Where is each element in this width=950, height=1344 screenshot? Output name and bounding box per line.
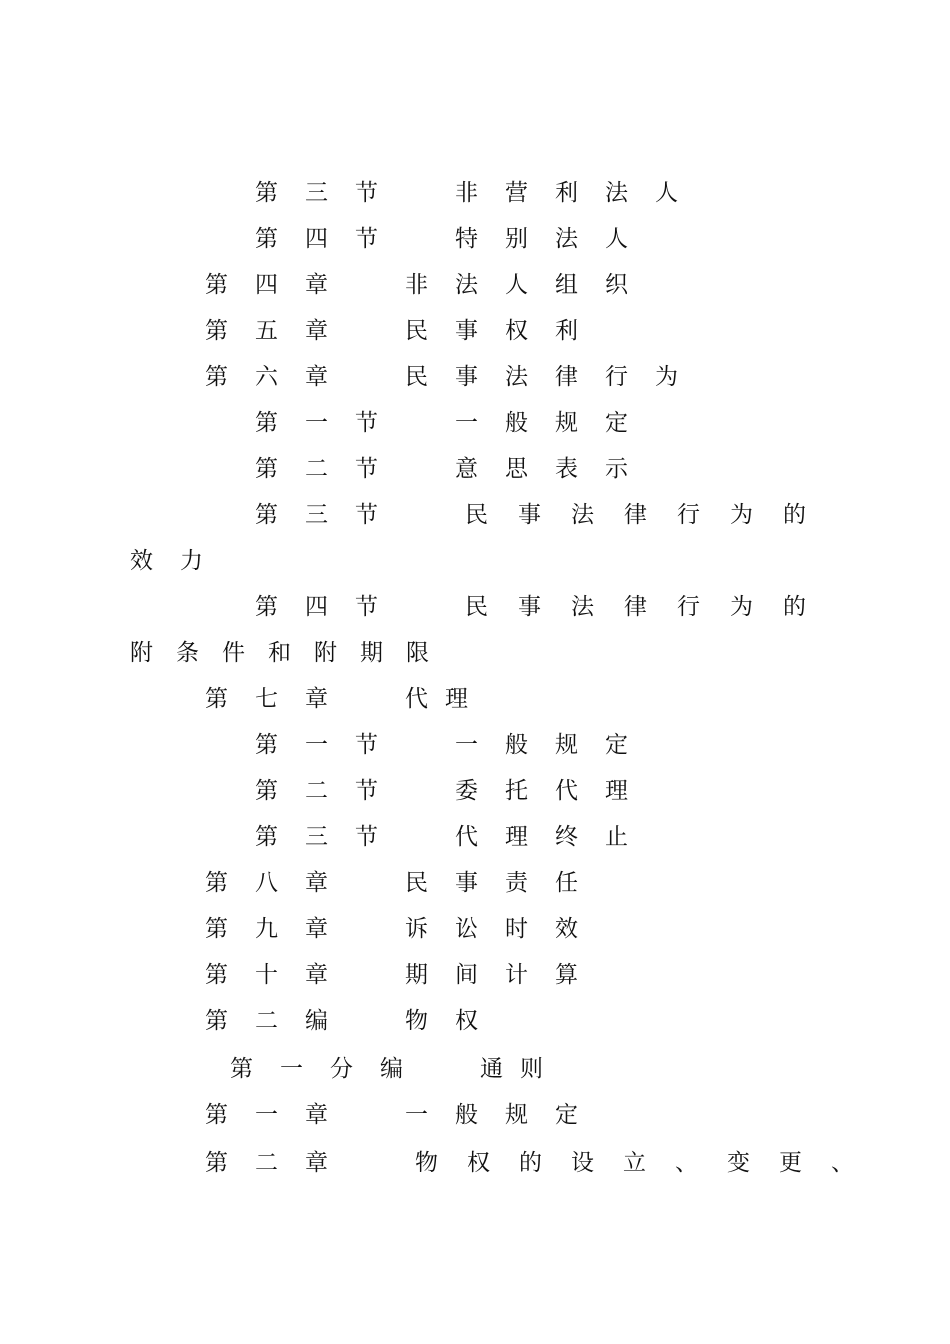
toc-line [205, 1006, 505, 1036]
toc-section-title: 非营利法人 [455, 180, 705, 206]
toc-chapter-title: 民事权利 [405, 318, 605, 344]
toc-section-number: 第三节 [255, 502, 405, 528]
toc-line [205, 316, 605, 346]
toc-section-title: 意思表示 [455, 456, 655, 482]
toc-line [205, 1148, 883, 1178]
toc-line [255, 592, 836, 622]
toc-section-title: 特别法人 [455, 226, 655, 252]
toc-line [205, 684, 485, 714]
toc-section-number: 第三节 [255, 180, 405, 206]
toc-chapter-title: 非法人组织 [405, 272, 655, 298]
toc-subpart-number: 第一分编 [230, 1056, 430, 1082]
toc-chapter-number: 第四章 [205, 272, 355, 298]
toc-line [255, 822, 655, 852]
toc-chapter-number: 第七章 [205, 686, 355, 712]
toc-chapter-number: 第八章 [205, 870, 355, 896]
toc-section-number: 第三节 [255, 824, 405, 850]
toc-chapter-number: 第九章 [205, 916, 355, 942]
toc-chapter-number: 第五章 [205, 318, 355, 344]
toc-line [230, 1054, 560, 1084]
toc-section-number: 第四节 [255, 594, 405, 620]
toc-chapter-title: 民事法律行为 [405, 364, 705, 390]
toc-chapter-number: 第一章 [205, 1102, 355, 1128]
toc-line [255, 500, 836, 530]
toc-chapter-number: 第六章 [205, 364, 355, 390]
toc-section-title: 民事法律行为的 [465, 594, 836, 620]
toc-line [255, 178, 705, 208]
toc-line-continuation [130, 638, 452, 668]
toc-section-title-continued: 效力 [130, 548, 230, 574]
toc-chapter-title: 一般规定 [405, 1102, 605, 1128]
toc-chapter-title: 物权的设立、变更、 [415, 1150, 883, 1176]
toc-subpart-title: 通则 [480, 1056, 560, 1082]
toc-chapter-title: 代理 [405, 686, 485, 712]
toc-line [255, 224, 655, 254]
toc-line [205, 270, 655, 300]
toc-section-title: 一般规定 [455, 410, 655, 436]
toc-section-title: 民事法律行为的 [465, 502, 836, 528]
toc-section-title: 一般规定 [455, 732, 655, 758]
toc-chapter-title: 诉讼时效 [405, 916, 605, 942]
toc-section-number: 第一节 [255, 732, 405, 758]
toc-section-number: 第一节 [255, 410, 405, 436]
toc-line [255, 730, 655, 760]
toc-part-number: 第二编 [205, 1008, 355, 1034]
toc-line [255, 454, 655, 484]
toc-section-title: 代理终止 [455, 824, 655, 850]
toc-line [205, 1100, 605, 1130]
toc-section-number: 第四节 [255, 226, 405, 252]
toc-chapter-title: 期间计算 [405, 962, 605, 988]
toc-section-number: 第二节 [255, 778, 405, 804]
toc-line [205, 914, 605, 944]
toc-line [205, 960, 605, 990]
toc-line-continuation [130, 546, 230, 576]
toc-line [205, 362, 705, 392]
toc-section-title-continued: 附条件和附期限 [130, 640, 452, 666]
toc-part-title: 物权 [405, 1008, 505, 1034]
toc-chapter-number: 第二章 [205, 1150, 355, 1176]
toc-line [255, 408, 655, 438]
toc-chapter-title: 民事责任 [405, 870, 605, 896]
toc-line [255, 776, 655, 806]
toc-line [205, 868, 605, 898]
toc-section-number: 第二节 [255, 456, 405, 482]
toc-chapter-number: 第十章 [205, 962, 355, 988]
toc-section-title: 委托代理 [455, 778, 655, 804]
